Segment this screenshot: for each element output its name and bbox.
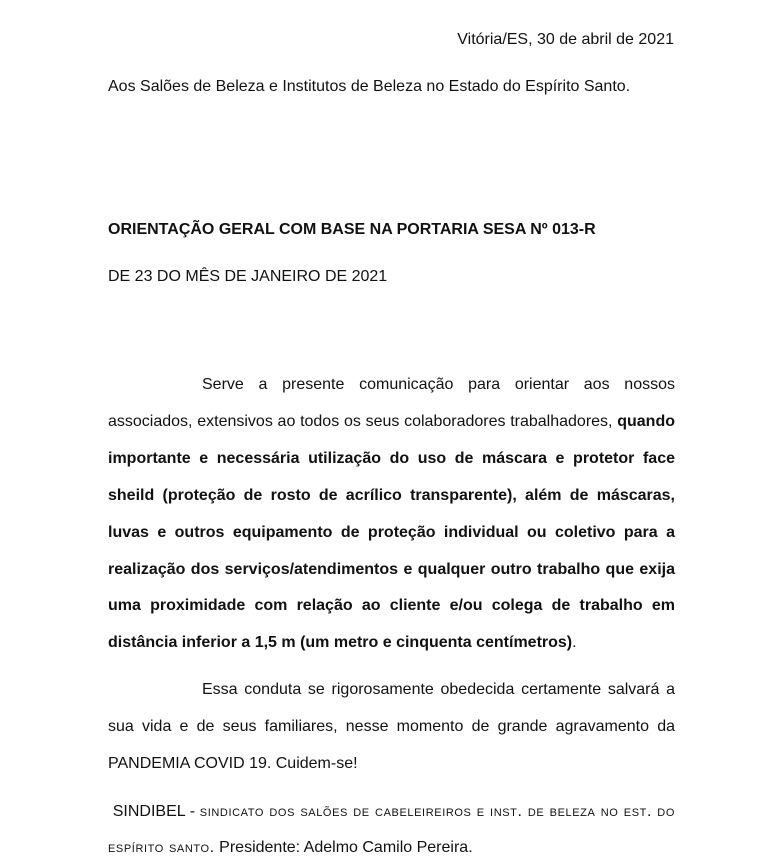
signature-separator: - <box>185 803 200 820</box>
place-date: Vitória/ES, 30 de abril de 2021 <box>457 31 674 48</box>
signature-president: Presidente: Adelmo Camilo Pereira. <box>214 839 473 856</box>
addressee: Aos Salões de Beleza e Institutos de Beleza no Estado do Espírito Santo. <box>108 78 631 95</box>
paragraph-end: . <box>572 634 577 652</box>
signature-block <box>108 794 675 866</box>
paragraph-orientation <box>108 367 675 662</box>
paragraph-conduct-text: Essa conduta se rigorosamente obedecida certamente salvará a sua vida e de seus familiares, nesse momento de grande agravamento da PANDEMIA COVID 19. Cuidem-se! <box>108 681 675 772</box>
paragraph-intro: Serve a presente comunicação para orientar aos nossos associados, extensivos ao todos os seus colaboradores trabalhadores, <box>108 376 675 430</box>
document-subtitle: DE 23 DO MÊS DE JANEIRO DE 2021 <box>108 268 388 285</box>
signature-name: SINDIBEL <box>112 803 186 820</box>
document-title: ORIENTAÇÃO GERAL COM BASE NA PORTARIA SESA Nº 013-R <box>108 221 596 238</box>
paragraph-conduct <box>108 672 675 783</box>
paragraph-bold-text: quando importante e necessária utilização do uso de máscara e protetor face sheild (proteção de rosto de acrílico transparente), além de máscaras, luvas e outros equipamento de proteção individual ou coletivo para a realização dos serviços/atendimentos e qualquer outro trabalho que exija uma proximidade com relação ao cliente e/ou colega de trabalho em distância inferior a 1,5 m (um metro e cinquenta centímetros) <box>108 412 675 652</box>
signature-organization: sindicato dos salões de cabeleireiros e inst. de beleza no est. do espírito santo. <box>108 803 676 856</box>
